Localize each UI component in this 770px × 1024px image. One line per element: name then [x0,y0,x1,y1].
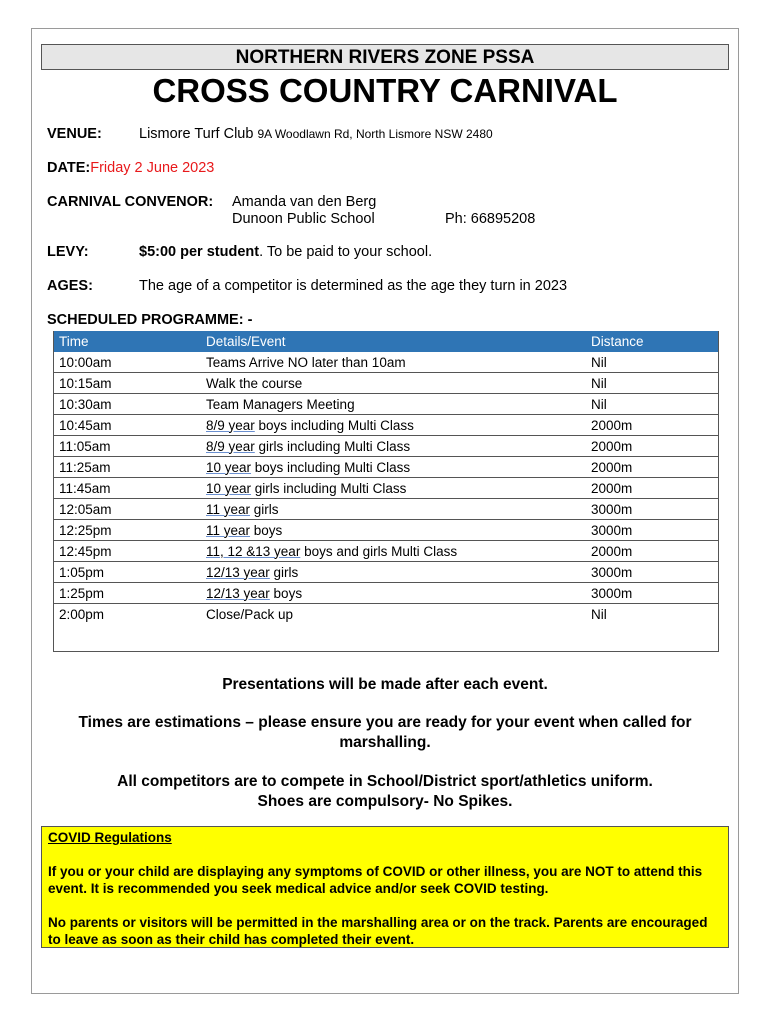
row-time: 2:00pm [59,607,105,622]
row-event [200,562,585,583]
table-row [53,583,719,604]
row-distance: 2000m [585,541,719,562]
row-event [200,394,585,415]
row-event [200,604,585,638]
row-event-main: 8/9 year [206,438,255,454]
row-event [200,436,585,457]
row-event [200,478,585,499]
row-distance: 3000m [585,583,719,604]
row-event-rest: girls including Multi Class [254,438,411,454]
row-event-main: 8/9 year [206,417,255,433]
row-event-main: Team Managers Meeting [206,396,355,412]
row-event-main: 11, 12 &13 year [206,543,301,559]
row-event-rest: boys including Multi Class [251,459,411,475]
table-row [53,394,719,415]
row-event-rest: girls including Multi Class [251,480,407,496]
row-distance: 2000m [585,436,719,457]
row-event-main: 12/13 year [206,564,270,580]
row-event [200,415,585,436]
row-event [200,541,585,562]
covid-box [41,826,729,948]
levy-amount: $5:00 per student [139,244,260,260]
row-time: 10:45am [53,415,200,436]
row-event-rest: boys [269,585,303,601]
table-row [53,562,719,583]
table-row [53,457,719,478]
shoes-note: Shoes are compulsory- No Spikes. [257,793,513,810]
row-event-rest: boys [250,522,283,538]
row-time: 11:45am [53,478,200,499]
row-distance: 2000m [585,415,719,436]
row-time: 1:05pm [53,562,200,583]
venue-address: 9A Woodlawn Rd, North Lismore NSW 2480 [257,127,493,141]
row-time: 11:05am [53,436,200,457]
row-event-main: Teams Arrive NO later than 10am [206,354,406,370]
row-event-rest: girls [250,501,279,517]
convenor-label: CARNIVAL CONVENOR: [47,194,214,210]
table-row [53,436,719,457]
row-event [200,583,585,604]
col-header-time: Time [53,331,200,352]
col-header-event: Details/Event [200,331,585,352]
row-event-rest: boys including Multi Class [254,417,414,433]
venue-name: Lismore Turf Club [139,126,254,142]
uniform-note: All competitors are to compete in School/District sport/athletics uniform. [117,773,653,790]
zone-banner: NORTHERN RIVERS ZONE PSSA [41,44,729,70]
covid-heading: COVID Regulations [48,830,172,845]
table-row [53,499,719,520]
row-distance: 3000m [585,499,719,520]
table-row [53,478,719,499]
row-distance: Nil [585,373,719,394]
venue-value [139,125,493,143]
row-event [200,520,585,541]
row-event [200,352,585,373]
table-row [53,541,719,562]
table-row [53,604,719,638]
table-row [53,415,719,436]
row-event-main: Walk the course [206,375,303,391]
row-distance: 3000m [585,562,719,583]
convenor-name: Amanda van den Berg [232,194,377,210]
row-event-rest: girls [269,564,299,580]
programme-table [53,331,719,637]
levy-value [139,243,432,261]
row-distance: Nil [591,607,607,622]
col-header-distance: Distance [585,331,719,352]
page-title: CROSS COUNTRY CARNIVAL [152,72,618,109]
date-label: DATE: [47,160,91,176]
row-distance: 2000m [585,457,719,478]
times-note: Times are estimations – please ensure you are ready for your event when called for marshalling. [78,714,692,751]
levy-label: LEVY: [47,244,89,260]
row-time: 12:05am [53,499,200,520]
row-time: 1:25pm [53,583,200,604]
table-row [53,352,719,373]
table-row [53,373,719,394]
row-time: 12:45pm [53,541,200,562]
convenor-school: Dunoon Public School [232,211,375,227]
venue-label: VENUE: [47,126,102,142]
row-event-main: 11 year [206,522,251,538]
row-event [200,373,585,394]
date-line [47,159,214,177]
row-event-main: 11 year [206,501,251,517]
row-time: 10:30am [53,394,200,415]
levy-note: . To be paid to your school. [259,244,433,260]
row-time: 10:00am [53,352,200,373]
convenor-phone: Ph: 66895208 [445,211,536,227]
row-event-main: Close/Pack up [206,607,294,622]
covid-symptoms: If you or your child are displaying any symptoms of COVID or other illness, you are NOT to attend this event. It is recommended you seek medical advice and/or seek COVID testing. [48,864,703,896]
row-event-main: 10 year [206,480,252,496]
venue-line [47,125,493,143]
date-value: Friday 2 June 2023 [90,160,215,176]
row-event [200,499,585,520]
table-row [53,520,719,541]
ages-label: AGES: [47,278,93,294]
row-distance: 2000m [585,478,719,499]
row-event-main: 10 year [206,459,252,475]
row-time: 10:15am [53,373,200,394]
row-distance: Nil [585,394,719,415]
programme-header-row [53,331,719,352]
programme-label: SCHEDULED PROGRAMME: - [47,312,253,328]
row-event [200,457,585,478]
row-distance: 3000m [585,520,719,541]
covid-visitors: No parents or visitors will be permitted in the marshalling area or on the track. Parents are encouraged to leave as soon as their child has completed their event. [48,915,708,947]
row-time: 12:25pm [53,520,200,541]
row-distance: Nil [585,352,719,373]
row-time: 11:25am [53,457,200,478]
row-event-rest: boys and girls Multi Class [300,543,458,559]
ages-text: The age of a competitor is determined as the age they turn in 2023 [139,278,568,294]
row-event-main: 12/13 year [206,585,270,601]
presentations-note: Presentations will be made after each event. [222,676,548,693]
